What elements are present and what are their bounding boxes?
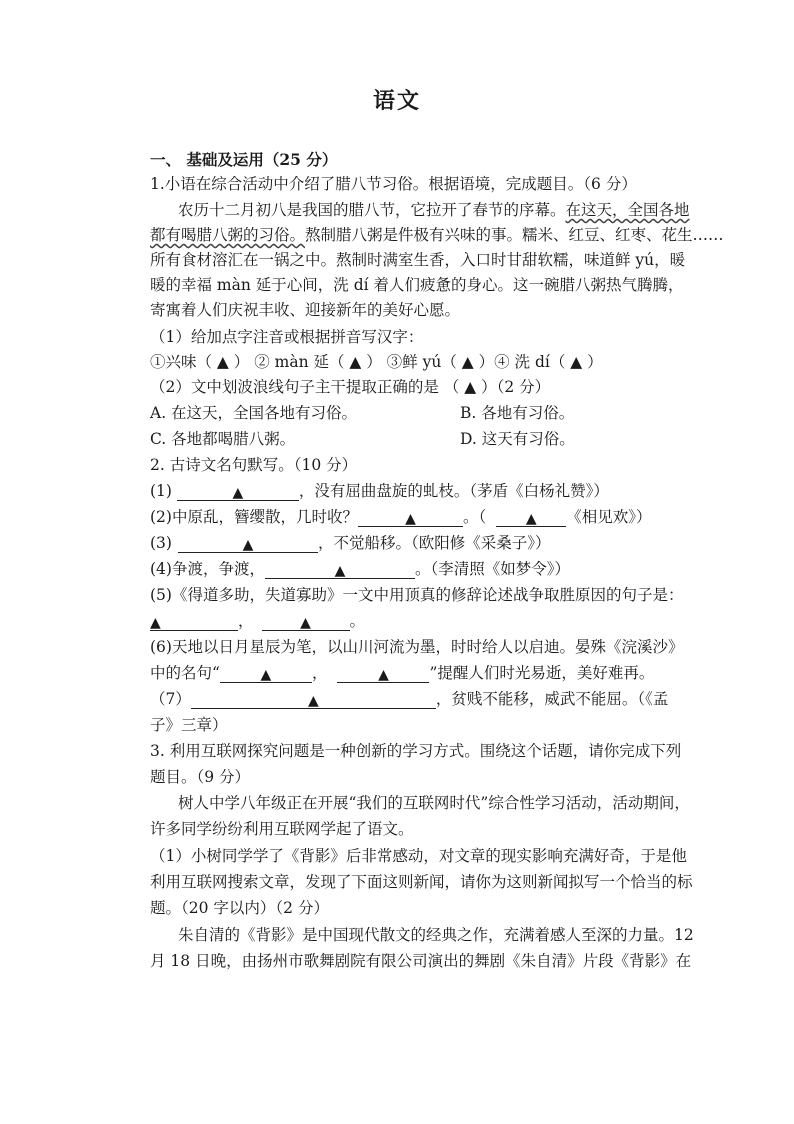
q2-line-2	[150, 507, 652, 527]
option-a: A. 在这天，全国各地有习俗。	[150, 404, 358, 422]
answer-blank[interactable]	[191, 690, 436, 709]
q2-text: 《相见欢》）	[566, 508, 652, 526]
option-b: B. 各地有习俗。	[460, 404, 575, 422]
q2-line-5: (5)《得道多助，失道寡助》一文中用顶真的修辞论述战争取胜原因的句子是：	[150, 586, 684, 604]
q1-passage-line: 寄寓着人们庆祝丰收、迎接新年的美好心愿。	[150, 301, 461, 319]
triangle-icon: ▲	[242, 537, 254, 553]
q1-text: 农历十二月初八是我国的腊八节，它拉开了春节的序幕。	[178, 201, 566, 219]
section-heading: 一、 基础及运用（25 分）	[150, 150, 338, 169]
news-paragraph: 月 18 日晚，由扬州市歌舞剧院有限公司演出的舞剧《朱自清》片段《背影》在	[150, 952, 692, 970]
q2-text: ”提醒人们时光易逝，美好难再。	[429, 664, 655, 682]
q2-text: ，不觉船移。（欧阳修《采桑子》）	[317, 534, 551, 552]
triangle-icon: ▲	[378, 667, 389, 683]
q2-text: ，贫贱不能移，威武不能屈。（《孟	[435, 690, 669, 708]
q2-text: 中的名句“	[150, 664, 220, 682]
q2-line-3	[150, 533, 550, 553]
q3-intro: 题目。（9 分）	[150, 768, 251, 786]
q2-text: ，没有屈曲盘旋的虬枝。（茅盾《白杨礼赞》）	[298, 482, 609, 500]
option-d: D. 这天有习俗。	[460, 430, 575, 448]
q1-sub1: （1）给加点字注音或根据拼音写汉字：	[150, 328, 424, 346]
triangle-icon: ▲	[405, 511, 416, 527]
q2-text: (4)争渡，争渡，	[150, 560, 265, 578]
q1-text: 熬制腊八粥是件极有兴味的事。糯米、红豆、红枣、花生……	[305, 226, 724, 244]
triangle-icon: ▲	[334, 563, 346, 579]
q1-sub2: （2）文中划波浪线句子主干提取正确的是 （ ▲ ）（2 分）	[150, 378, 551, 396]
q1-intro: 1.小语在综合活动中介绍了腊八节习俗。根据语境，完成题目。（6 分）	[150, 175, 637, 193]
news-paragraph: 朱自清的《背影》是中国现代散文的经典之作，充满着感人至深的力量。12	[178, 926, 694, 944]
item-number: (1)	[150, 482, 172, 500]
answer-blank[interactable]	[220, 664, 312, 683]
q1-passage-line	[178, 200, 690, 220]
q1-passage-line: 所有食材溶汇在一锅之中。熬制时满室生香，入口时甘甜软糯，味道鲜 yú，暖	[150, 251, 686, 269]
q2-line-7: (6)天地以日月星辰为笔，以山川河流为墨，时时给人以启迪。晏殊《浣溪沙》	[150, 638, 684, 656]
triangle-icon: ▲	[300, 615, 311, 631]
triangle-icon: ▲	[525, 511, 537, 527]
page-title: 语文	[372, 88, 421, 114]
answer-blank[interactable]	[178, 534, 318, 553]
answer-blank[interactable]	[358, 508, 463, 527]
q2-text: 。（李清照《如梦令》）	[414, 560, 570, 578]
triangle-icon: ▲	[150, 615, 161, 631]
q2-text: ，	[311, 664, 328, 682]
q2-text: 。（	[462, 508, 487, 526]
q1-passage-line: 暖的幸福 màn 延于心间，洗 dí 着人们疲惫的身心。这一碗腊八粥热气腾腾，	[150, 276, 684, 294]
q3-paragraph: 树人中学八年级正在开展“我们的互联网时代”综合性学习活动，活动期间，	[178, 794, 690, 812]
item-number: （7）	[150, 690, 191, 708]
answer-blank[interactable]	[337, 664, 429, 683]
wavy-sentence: 都有喝腊八粥的习俗。	[150, 226, 306, 244]
q2-text: ，	[238, 612, 254, 630]
q2-line-6	[150, 611, 365, 631]
triangle-icon: ▲	[260, 667, 272, 683]
q2-text: (2)中原乱，簪缨散，几时收？	[150, 508, 358, 526]
answer-blank[interactable]	[496, 508, 566, 527]
q2-intro: 2. 古诗文名句默写。（10 分）	[150, 456, 358, 474]
option-c: C. 各地都喝腊八粥。	[150, 430, 296, 448]
answer-blank[interactable]	[150, 612, 238, 631]
answer-blank[interactable]	[265, 560, 415, 579]
q3-intro: 3. 利用互联网探究问题是一种创新的学习方式。围绕这个话题，请你完成下列	[150, 742, 682, 760]
q2-line-10: 子》三章）	[150, 716, 228, 734]
q2-line-8	[150, 663, 654, 683]
q1-passage-line	[150, 225, 724, 245]
q2-line-9	[150, 689, 668, 709]
answer-blank[interactable]	[177, 482, 299, 501]
triangle-icon: ▲	[307, 693, 319, 709]
wavy-sentence: 在这天，全国各地	[565, 201, 690, 219]
q2-line-4	[150, 559, 570, 579]
q3-paragraph: 许多同学纷纷利用互联网学起了语文。	[150, 820, 414, 838]
q3-sub1: 利用互联网搜索文章，发现了下面这则新闻，请你为这则新闻拟写一个恰当的标	[150, 873, 693, 891]
q2-line-1	[150, 481, 609, 501]
answer-blank[interactable]	[262, 612, 350, 631]
q2-text: 。	[349, 612, 366, 630]
q3-sub1: 题。（20 字以内）（2 分）	[150, 899, 329, 917]
q1-sub1-items: ①兴味（ ▲ ） ② màn 延（ ▲ ） ③鲜 yú（ ▲ ）④ 洗 dí（ ▲ ）	[150, 353, 603, 371]
item-number: (3)	[150, 534, 172, 552]
triangle-icon: ▲	[232, 485, 244, 501]
q3-sub1: （1）小树同学学了《背影》后非常感动，对文章的现实影响充满好奇，于是他	[150, 847, 687, 865]
